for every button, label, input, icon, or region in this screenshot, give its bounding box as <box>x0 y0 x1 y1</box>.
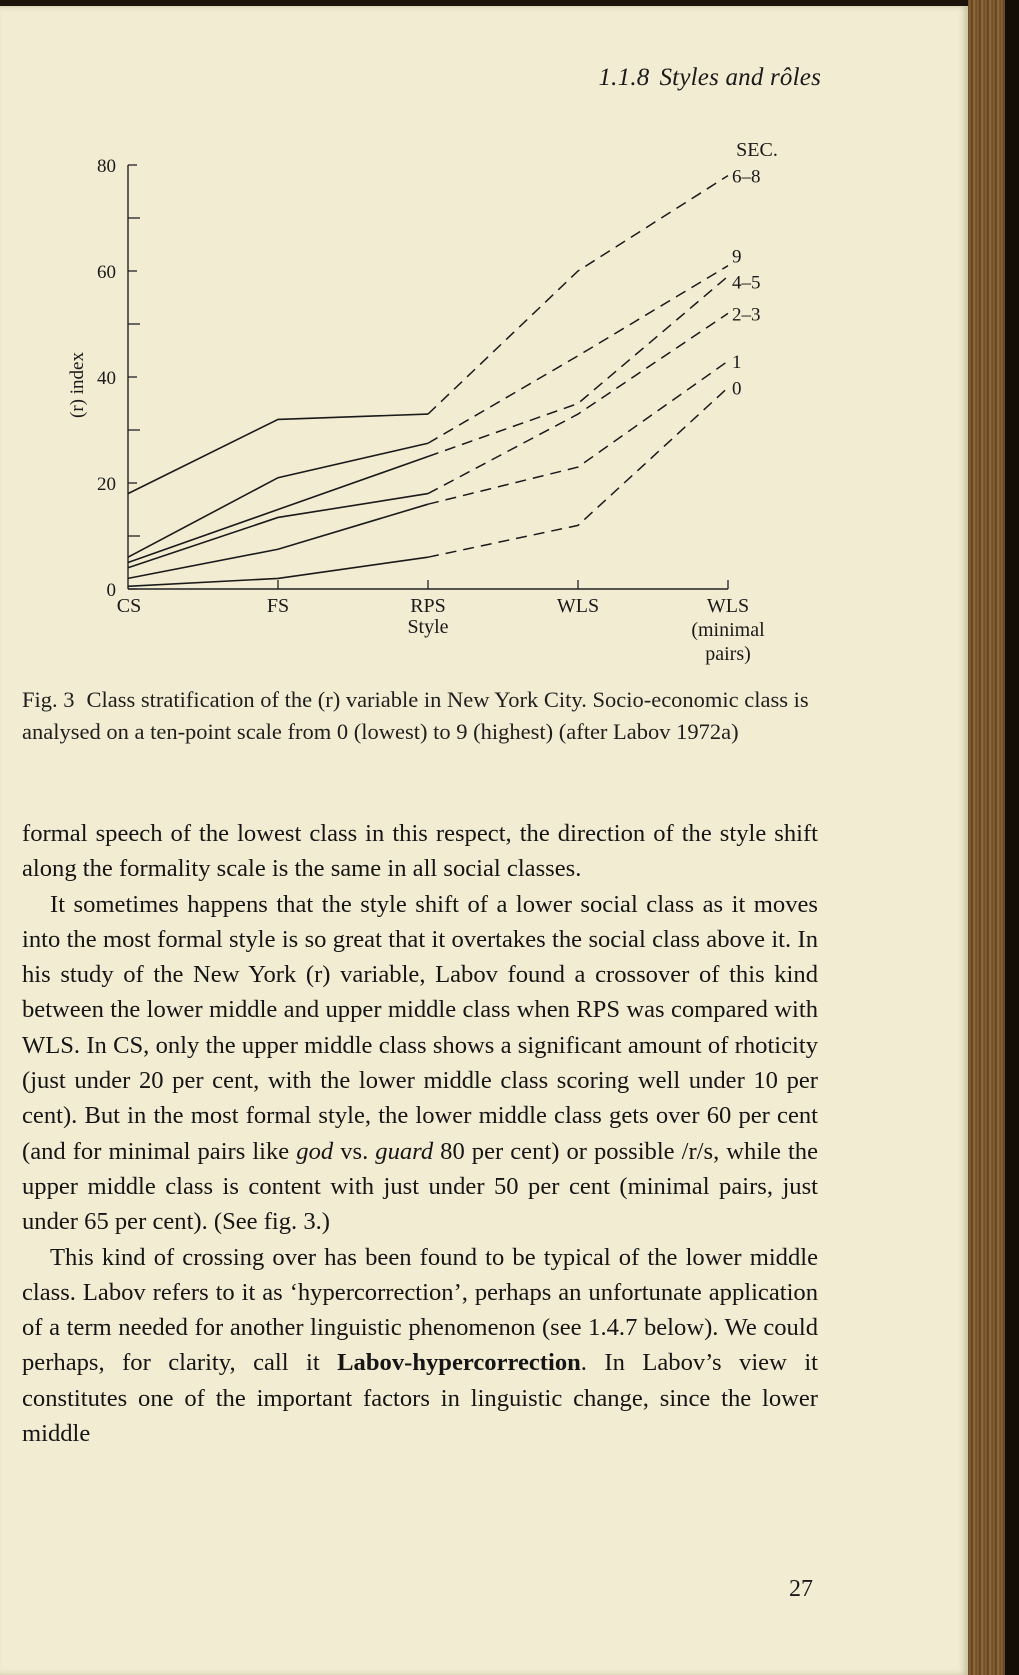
paragraph-3-part-1: This kind of crossing over has been found to be typical of the lower middle class. Labov refers to it as ‘hypercorrection’, perhaps an unfortunate application of a term needed for another linguistic phenomenon (see 1.4.7 below). We could perhaps, for clarity, call it <box>22 1243 818 1377</box>
series-label-1: 1 <box>732 352 742 374</box>
series-label-4–5: 4–5 <box>732 272 761 294</box>
y-tick-label: 40 <box>97 368 116 389</box>
x-tick-label: pairs) <box>705 643 751 665</box>
x-tick-label: CS <box>116 595 142 617</box>
series-line-2–3 <box>128 494 428 568</box>
paragraph-3 <box>22 1240 818 1452</box>
paragraph-2-part-2: vs. <box>333 1137 376 1165</box>
y-tick-label: 80 <box>97 156 116 177</box>
example-word-god: god <box>296 1137 334 1165</box>
series-dashed-6–8 <box>428 176 728 415</box>
series-dashed-0 <box>428 388 728 558</box>
running-head-title: Styles and rôles <box>659 64 821 91</box>
y-tick-label: 0 <box>106 580 116 601</box>
paragraph-2 <box>22 887 818 1240</box>
series-dashed-9 <box>428 266 728 444</box>
paragraph-3-part-2: . In Labov’s view it constitutes one of the important factors in linguistic change, since the lower middle <box>22 1349 818 1448</box>
figure-caption <box>22 684 822 747</box>
term-labov-hypercorrection: Labov-hypercorrection <box>337 1349 581 1377</box>
x-axis-label: Style <box>407 616 449 638</box>
running-head-section: 1.1.8 <box>598 64 650 91</box>
x-tick-label: (minimal <box>691 619 765 641</box>
series-label-0: 0 <box>732 378 742 400</box>
series-label-9: 9 <box>732 246 742 268</box>
figure-caption-text: Class stratification of the (r) variable in New York City. Socio-economic class is analysed on a ten-point scale from 0 (lowest) to 9 (highest) (after Labov 1972a) <box>22 687 809 744</box>
x-tick-label: WLS <box>556 595 600 617</box>
x-tick-label: WLS <box>706 595 750 617</box>
example-word-guard: guard <box>375 1137 434 1165</box>
y-tick-label: 20 <box>97 474 116 495</box>
series-line-4–5 <box>128 457 428 563</box>
series-label-2–3: 2–3 <box>732 304 761 326</box>
body-text <box>22 816 818 1451</box>
series-dashed-1 <box>428 361 728 504</box>
series-label-6–8: 6–8 <box>732 166 761 188</box>
page-number: 27 <box>789 1576 813 1602</box>
figure-label: Fig. 3 <box>22 687 75 712</box>
series-line-1 <box>128 504 428 578</box>
x-tick-label: FS <box>266 595 290 617</box>
x-tick-label: RPS <box>410 595 446 617</box>
figure-3-chart <box>0 0 1019 680</box>
paragraph-1: formal speech of the lowest class in this respect, the direction of the style shift along the formality scale is the same in all social classes. <box>22 820 818 883</box>
legend-header: SEC. <box>736 139 778 161</box>
paragraph-2-part-1: It sometimes happens that the style shift of a lower social class as it moves into the most formal style is so great that it overtakes the social class above it. In his study of the New York (r) variable, Labov found a crossover of this kind between the lower middle and upper middle class when RPS was compared with WLS. In CS, only the upper middle class shows a significant amount of rhoticity (just under 20 per cent, with the lower middle class scoring well under 10 per cent). But in the most formal style, the lower middle class gets over 60 per cent (and for minimal pairs like <box>22 890 818 1165</box>
paragraph-2-part-3: 80 per cent) or possible /r/s, while the upper middle class is content with just under 50 per cent (minimal pairs, just under 65 per cent). (See fig. 3.) <box>22 1137 818 1236</box>
y-axis-label: (r) index <box>67 352 88 418</box>
y-tick-label: 60 <box>97 262 116 283</box>
